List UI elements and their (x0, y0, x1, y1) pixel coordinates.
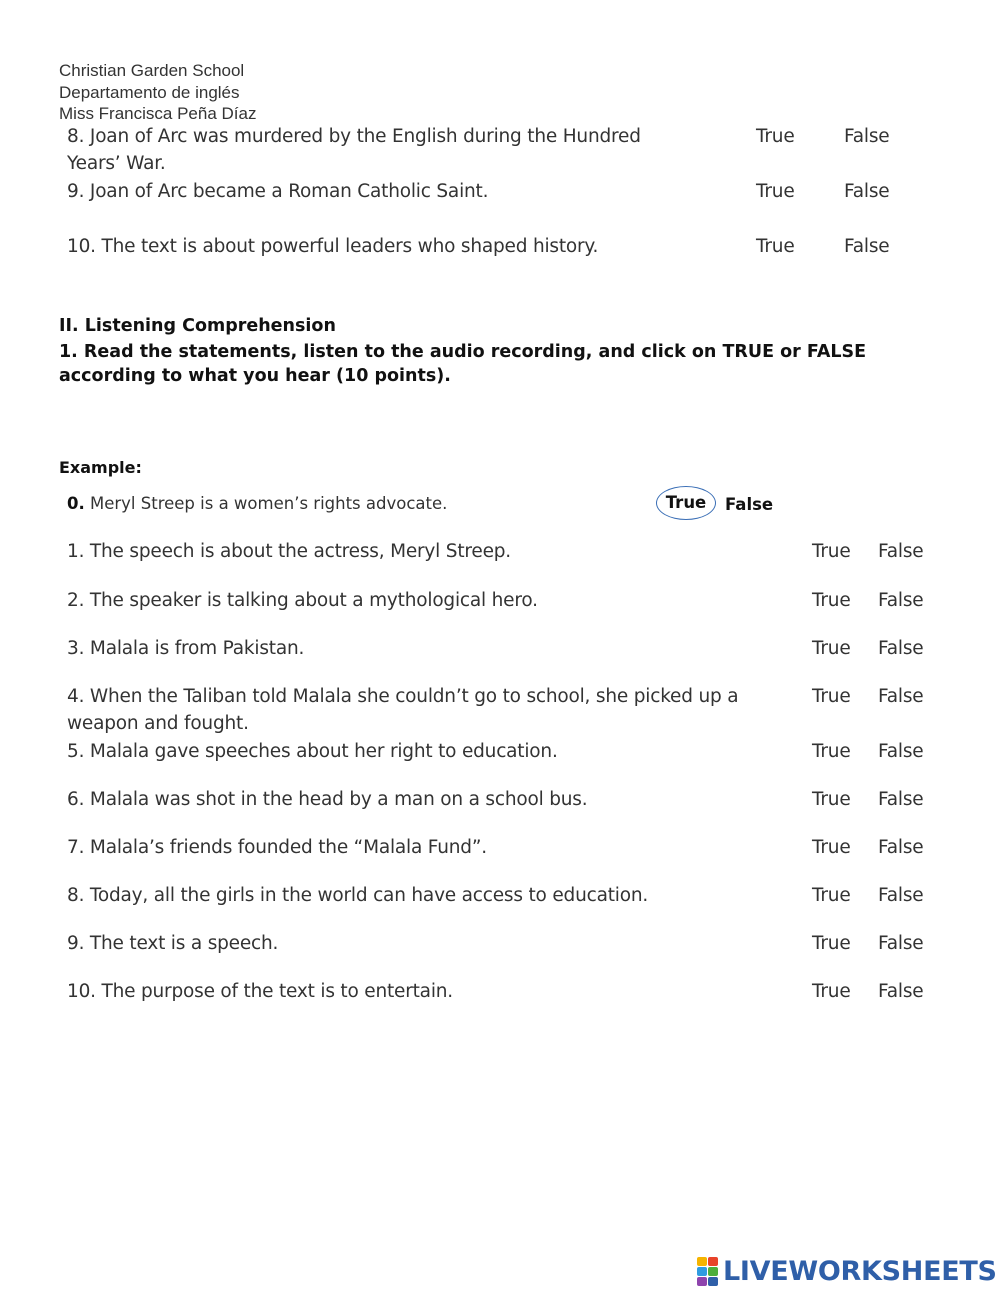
question-text: 3. Malala is from Pakistan. (67, 638, 305, 659)
example-number: 0. (67, 494, 85, 513)
logo-text: LIVEWORKSHEETS (723, 1255, 997, 1287)
true-option[interactable]: True (756, 126, 795, 147)
example-label: Example: (59, 458, 142, 477)
question-row (67, 178, 927, 206)
false-option[interactable]: False (878, 686, 924, 707)
true-option[interactable]: True (812, 837, 851, 858)
true-option[interactable]: True (756, 236, 795, 257)
question-text: 9. Joan of Arc became a Roman Catholic Saint. (67, 181, 489, 202)
false-option[interactable]: False (844, 236, 890, 257)
question-text: 8. Joan of Arc was murdered by the English during the Hundred (67, 126, 641, 147)
question-row (67, 538, 937, 566)
true-option[interactable]: True (756, 181, 795, 202)
department-name: Departamento de inglés (59, 82, 240, 102)
question-row (67, 738, 937, 766)
question-row (67, 635, 937, 663)
question-row (67, 930, 937, 958)
false-option[interactable]: False (878, 541, 924, 562)
false-option[interactable]: False (878, 638, 924, 659)
true-option[interactable]: True (812, 933, 851, 954)
true-option[interactable]: True (812, 541, 851, 562)
false-option[interactable]: False (878, 789, 924, 810)
false-option[interactable]: False (844, 126, 890, 147)
question-text: 9. The text is a speech. (67, 933, 279, 954)
question-text: 4. When the Taliban told Malala she couldn’t go to school, she picked up a (67, 686, 739, 707)
question-text: 10. The purpose of the text is to entertain. (67, 981, 453, 1002)
section-instructions: 1. Read the statements, listen to the audio recording, and click on TRUE or FALSE according to what you hear (10 points). (59, 342, 867, 386)
question-row (67, 587, 937, 615)
question-text: 2. The speaker is talking about a mythological hero. (67, 590, 538, 611)
question-text: 7. Malala’s friends founded the “Malala Fund”. (67, 837, 487, 858)
school-header (59, 60, 256, 125)
example-false: False (725, 495, 774, 514)
liveworksheets-logo[interactable] (697, 1254, 997, 1288)
question-row (67, 123, 927, 179)
false-option[interactable]: False (878, 741, 924, 762)
teacher-name: Miss Francisca Peña Díaz (59, 104, 257, 123)
false-option[interactable]: False (878, 981, 924, 1002)
false-option[interactable]: False (844, 181, 890, 202)
school-name: Christian Garden School (59, 61, 245, 80)
example-true-circled: True (656, 486, 716, 520)
example-text: Meryl Streep is a women’s rights advocate. (90, 494, 448, 513)
true-option[interactable]: True (812, 686, 851, 707)
question-row (67, 882, 937, 910)
false-option[interactable]: False (878, 590, 924, 611)
liveworksheets-logo-icon (697, 1257, 719, 1285)
question-text-continued: Years’ War. (67, 153, 166, 174)
false-option[interactable]: False (878, 837, 924, 858)
true-option[interactable]: True (812, 741, 851, 762)
question-text: 6. Malala was shot in the head by a man on a school bus. (67, 789, 588, 810)
question-text-continued: weapon and fought. (67, 713, 249, 734)
question-text: 10. The text is about powerful leaders who shaped history. (67, 236, 599, 257)
question-row (67, 233, 927, 261)
question-row (67, 786, 937, 814)
false-option[interactable]: False (878, 933, 924, 954)
question-text: 1. The speech is about the actress, Meryl Streep. (67, 541, 511, 562)
question-text: 5. Malala gave speeches about her right to education. (67, 741, 558, 762)
example-row (67, 493, 774, 514)
true-option[interactable]: True (812, 981, 851, 1002)
question-text: 8. Today, all the girls in the world can have access to education. (67, 885, 649, 906)
false-option[interactable]: False (878, 885, 924, 906)
true-option[interactable]: True (812, 789, 851, 810)
section-title: II. Listening Comprehension (59, 316, 336, 336)
true-option[interactable]: True (812, 885, 851, 906)
question-row (67, 834, 937, 862)
true-option[interactable]: True (812, 638, 851, 659)
question-row (67, 978, 937, 1006)
question-row (67, 683, 937, 739)
true-option[interactable]: True (812, 590, 851, 611)
